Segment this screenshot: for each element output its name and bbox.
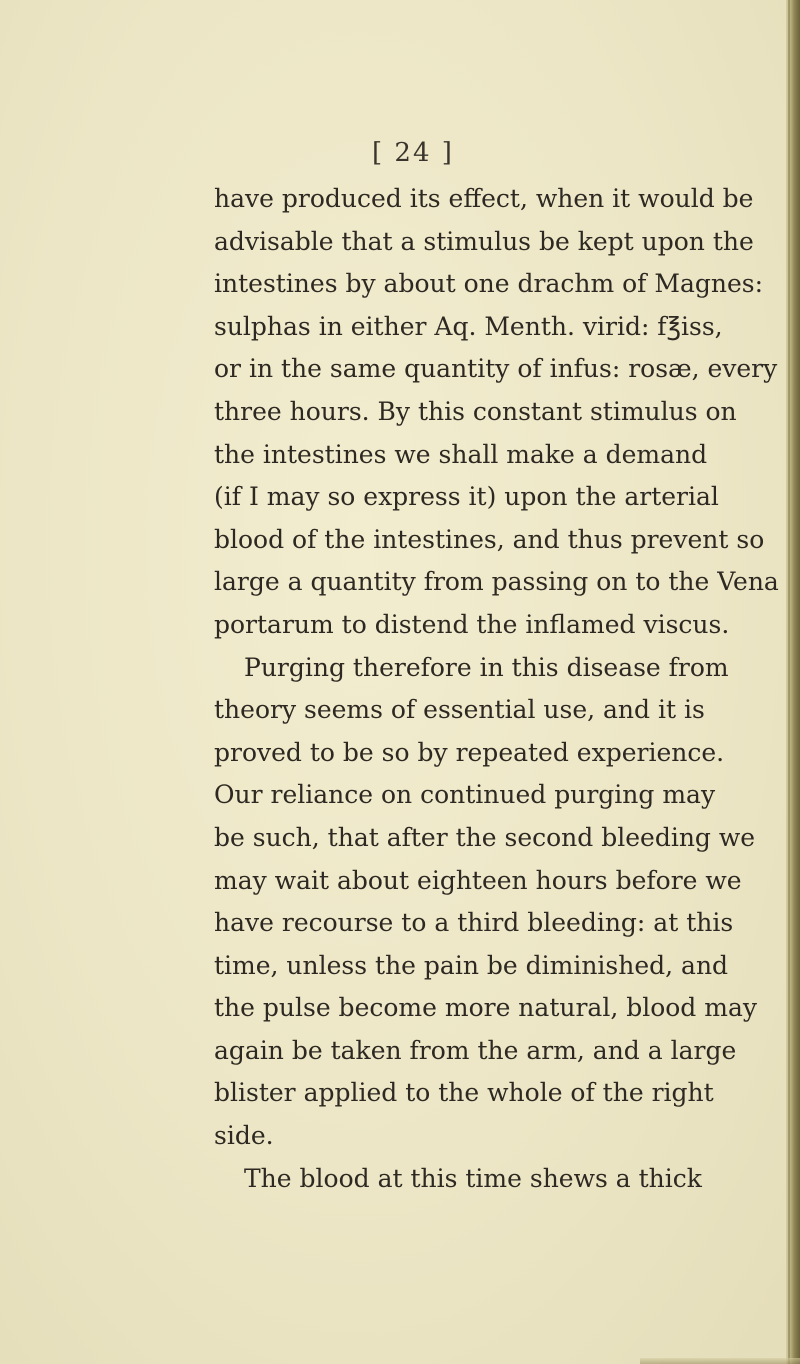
text-line: theory seems of essential use, and it is [214, 695, 705, 725]
page-edge-line [788, 0, 790, 1364]
text-line: (if I may so express it) upon the arterial [214, 482, 719, 512]
text-line: again be taken from the arm, and a large [214, 1035, 737, 1065]
text-line: blister applied to the whole of the right [214, 1078, 714, 1108]
text-line: Purging therefore in this disease from [244, 652, 729, 682]
text-line: The blood at this time shews a thick [244, 1163, 702, 1193]
text-line: proved to be so by repeated experience. [214, 737, 725, 767]
text-line: have produced its effect, when it would be [214, 184, 754, 213]
text-line: intestines by about one drachm of Magnes: [214, 269, 764, 299]
page-bottom-edge [640, 1358, 800, 1364]
text-line: Our reliance on continued purging may [214, 780, 716, 810]
text-line: side. [214, 1121, 274, 1151]
text-line: advisable that a stimulus be kept upon the [214, 226, 754, 256]
text-line: or in the same quantity of infus: rosæ, every [214, 354, 778, 384]
body-text [214, 178, 779, 1200]
text-line: portarum to distend the inflamed viscus. [214, 609, 730, 639]
text-line: large a quantity from passing on to the Vena [214, 567, 779, 597]
text-line: blood of the intestines, and thus prevent so [214, 524, 765, 554]
text-line: sulphas in either Aq. Menth. virid: f℥iss, [214, 311, 723, 341]
text-line: the intestines we shall make a demand [214, 439, 708, 469]
text-line: time, unless the pain be diminished, and [214, 950, 729, 980]
text-line: the pulse become more natural, blood may [214, 993, 757, 1023]
page-number: [ 24 ] [372, 138, 454, 168]
text-line: have recourse to a third bleeding: at this [214, 908, 734, 938]
text-line: may wait about eighteen hours before we [214, 865, 742, 895]
text-line: be such, that after the second bleeding we [214, 822, 756, 852]
text-line: three hours. By this constant stimulus on [214, 396, 737, 426]
